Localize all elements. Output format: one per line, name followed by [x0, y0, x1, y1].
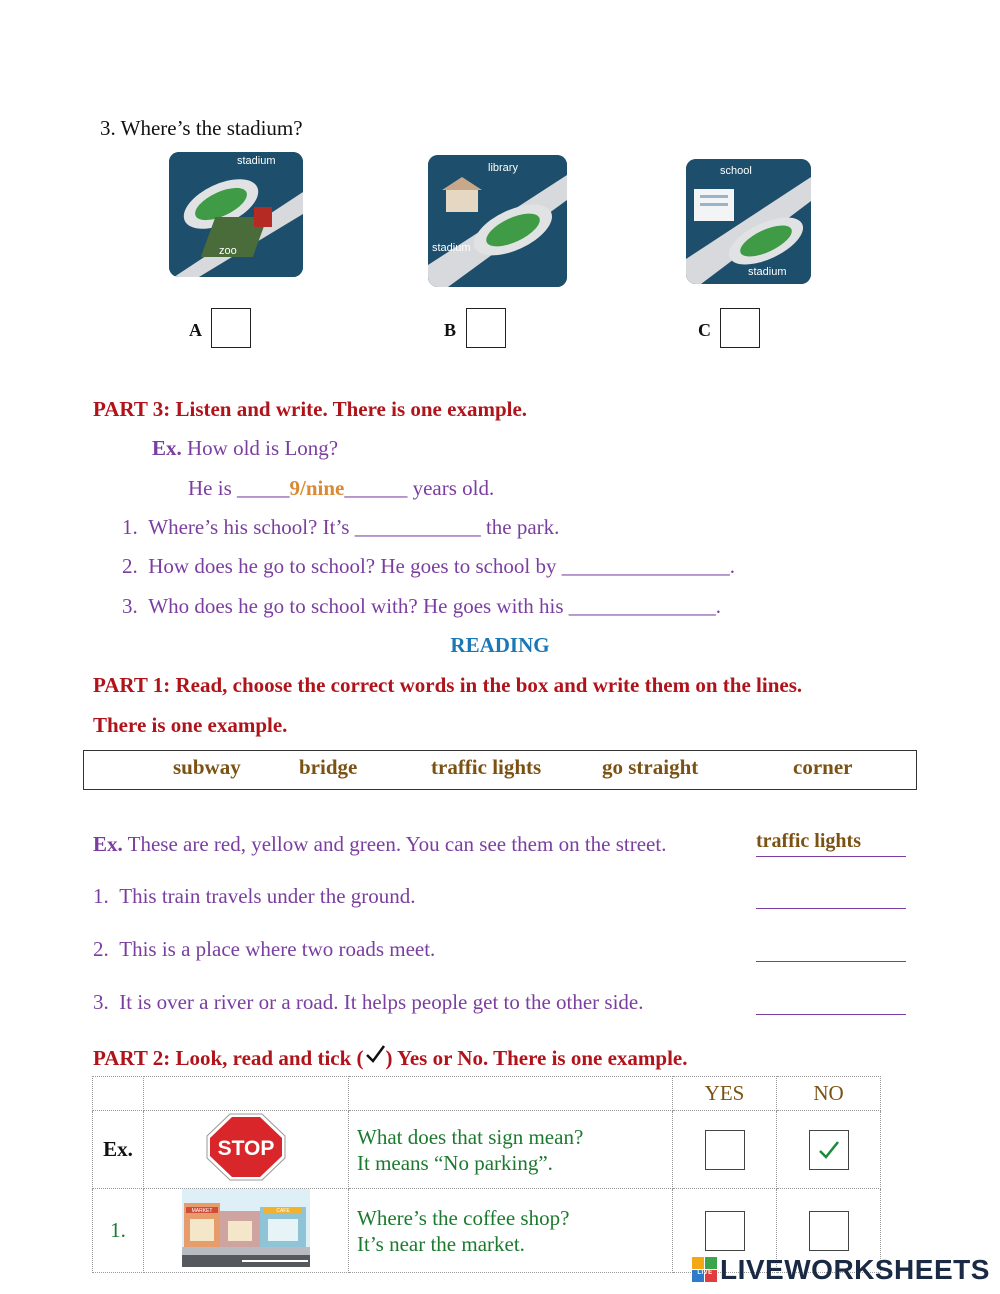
option-a-label-1: stadium [237, 155, 276, 167]
item-text[interactable]: Where’s his school? It’s ____________ the park. [148, 515, 560, 539]
reading-example-sentence [93, 832, 666, 857]
library-stadium-map-icon [428, 155, 567, 287]
cafe-sign-text: CAFE [276, 1208, 290, 1214]
checkmark-icon [364, 1043, 386, 1065]
yes-header: YES [673, 1077, 777, 1111]
item-number: 2. [122, 554, 138, 578]
option-c-label-1: school [720, 165, 752, 177]
heading-prefix: PART 2: Look, read and tick ( [93, 1046, 364, 1070]
checkmark-icon [817, 1138, 841, 1162]
word-box-item: bridge [299, 755, 358, 779]
reading-item-2 [93, 937, 435, 962]
logo-text: LIVEWORKSHEETS [720, 1254, 990, 1285]
school-stadium-map-icon [686, 159, 811, 284]
part3-item-2 [122, 554, 735, 579]
market-sign-text: MARKET [191, 1208, 213, 1214]
item-text: This is a place where two roads meet. [119, 937, 436, 961]
option-c-checkbox[interactable] [720, 308, 760, 348]
example-text: These are red, yellow and green. You can see them on the street. [127, 832, 667, 856]
yes-checkbox[interactable] [705, 1130, 745, 1170]
reading-item-1 [93, 884, 416, 909]
part3-item-3 [122, 594, 721, 619]
example-answer: 9/nine [289, 476, 345, 500]
word-box-item: corner [793, 755, 853, 779]
answer-input-1[interactable] [756, 882, 906, 909]
option-b-checkbox[interactable] [466, 308, 506, 348]
word-box-item: subway [173, 755, 241, 779]
no-checkbox[interactable] [809, 1211, 849, 1251]
part3-heading: PART 3: Listen and write. There is one example. [93, 397, 528, 421]
part3-item-1 [122, 515, 559, 540]
option-c-label-2: stadium [748, 266, 787, 278]
row-question: What does that sign mean? [357, 1124, 584, 1149]
example-prefix: He is _____ [188, 476, 290, 500]
stadium-zoo-map-icon [169, 152, 303, 277]
option-b-label-2: stadium [432, 242, 471, 254]
reading-item-3 [93, 990, 644, 1015]
item-number: 3. [93, 990, 109, 1014]
row-statement: It means “No parking”. [357, 1150, 553, 1175]
word-box-item: traffic lights [431, 755, 542, 779]
example-answer: traffic lights [756, 830, 861, 852]
example-suffix: ______ years old. [344, 476, 495, 500]
example-question-text: How old is Long? [187, 436, 339, 460]
badge-text: LIVE [697, 1270, 713, 1276]
item-text[interactable]: How does he go to school? He goes to school by ________________. [148, 554, 736, 578]
option-b-picture [428, 155, 567, 287]
reading-part1-heading-line2: There is one example. [93, 713, 288, 737]
row-question: Where’s the coffee shop? [357, 1205, 570, 1230]
no-header: NO [777, 1077, 881, 1111]
street-shops-icon [182, 1189, 310, 1267]
question-3-title: 3. Where’s the stadium? [100, 116, 303, 140]
yes-checkbox[interactable] [705, 1211, 745, 1251]
stop-sign-text: STOP [217, 1137, 275, 1160]
reading-part2-heading [93, 1046, 688, 1071]
part3-example-answer-line [188, 476, 494, 501]
liveworksheets-logo [692, 1254, 990, 1286]
answer-input-3[interactable] [756, 988, 906, 1015]
option-c-letter: C [698, 320, 711, 340]
reading-title: READING [450, 633, 550, 657]
example-label: Ex. [152, 436, 182, 460]
item-text: This train travels under the ground. [119, 884, 416, 908]
example-answer-line [756, 830, 906, 857]
option-c-picture [686, 159, 811, 284]
no-checkbox[interactable] [809, 1130, 849, 1170]
item-text: It is over a river or a road. It helps people get to the other side. [119, 990, 644, 1014]
row-statement: It’s near the market. [357, 1231, 525, 1256]
option-b-label-1: library [488, 162, 518, 174]
answer-input-2[interactable] [756, 935, 906, 962]
item-number: 1. [122, 515, 138, 539]
option-a-letter: A [189, 320, 202, 340]
item-number: 1. [93, 884, 109, 908]
reading-part1-heading-line1: PART 1: Read, choose the correct words in the box and write them on the lines. [93, 673, 803, 697]
item-text[interactable]: Who does he go to school with? He goes with his ______________. [148, 594, 722, 618]
table-row [93, 1111, 881, 1189]
stop-sign-icon [205, 1112, 287, 1182]
row-label: Ex. [93, 1111, 144, 1189]
part2-table [92, 1076, 881, 1273]
item-number: 3. [122, 594, 138, 618]
word-box-item: go straight [602, 755, 699, 779]
option-a-picture [169, 152, 303, 277]
option-b-letter: B [444, 320, 457, 340]
heading-suffix: ) Yes or No. There is one example. [385, 1046, 688, 1070]
part3-example-question [152, 436, 338, 461]
liveworksheets-badge-icon [692, 1257, 718, 1283]
option-a-label-2: zoo [219, 245, 237, 257]
option-a-checkbox[interactable] [211, 308, 251, 348]
example-label: Ex. [93, 832, 123, 856]
row-label: 1. [93, 1189, 144, 1273]
item-number: 2. [93, 937, 109, 961]
